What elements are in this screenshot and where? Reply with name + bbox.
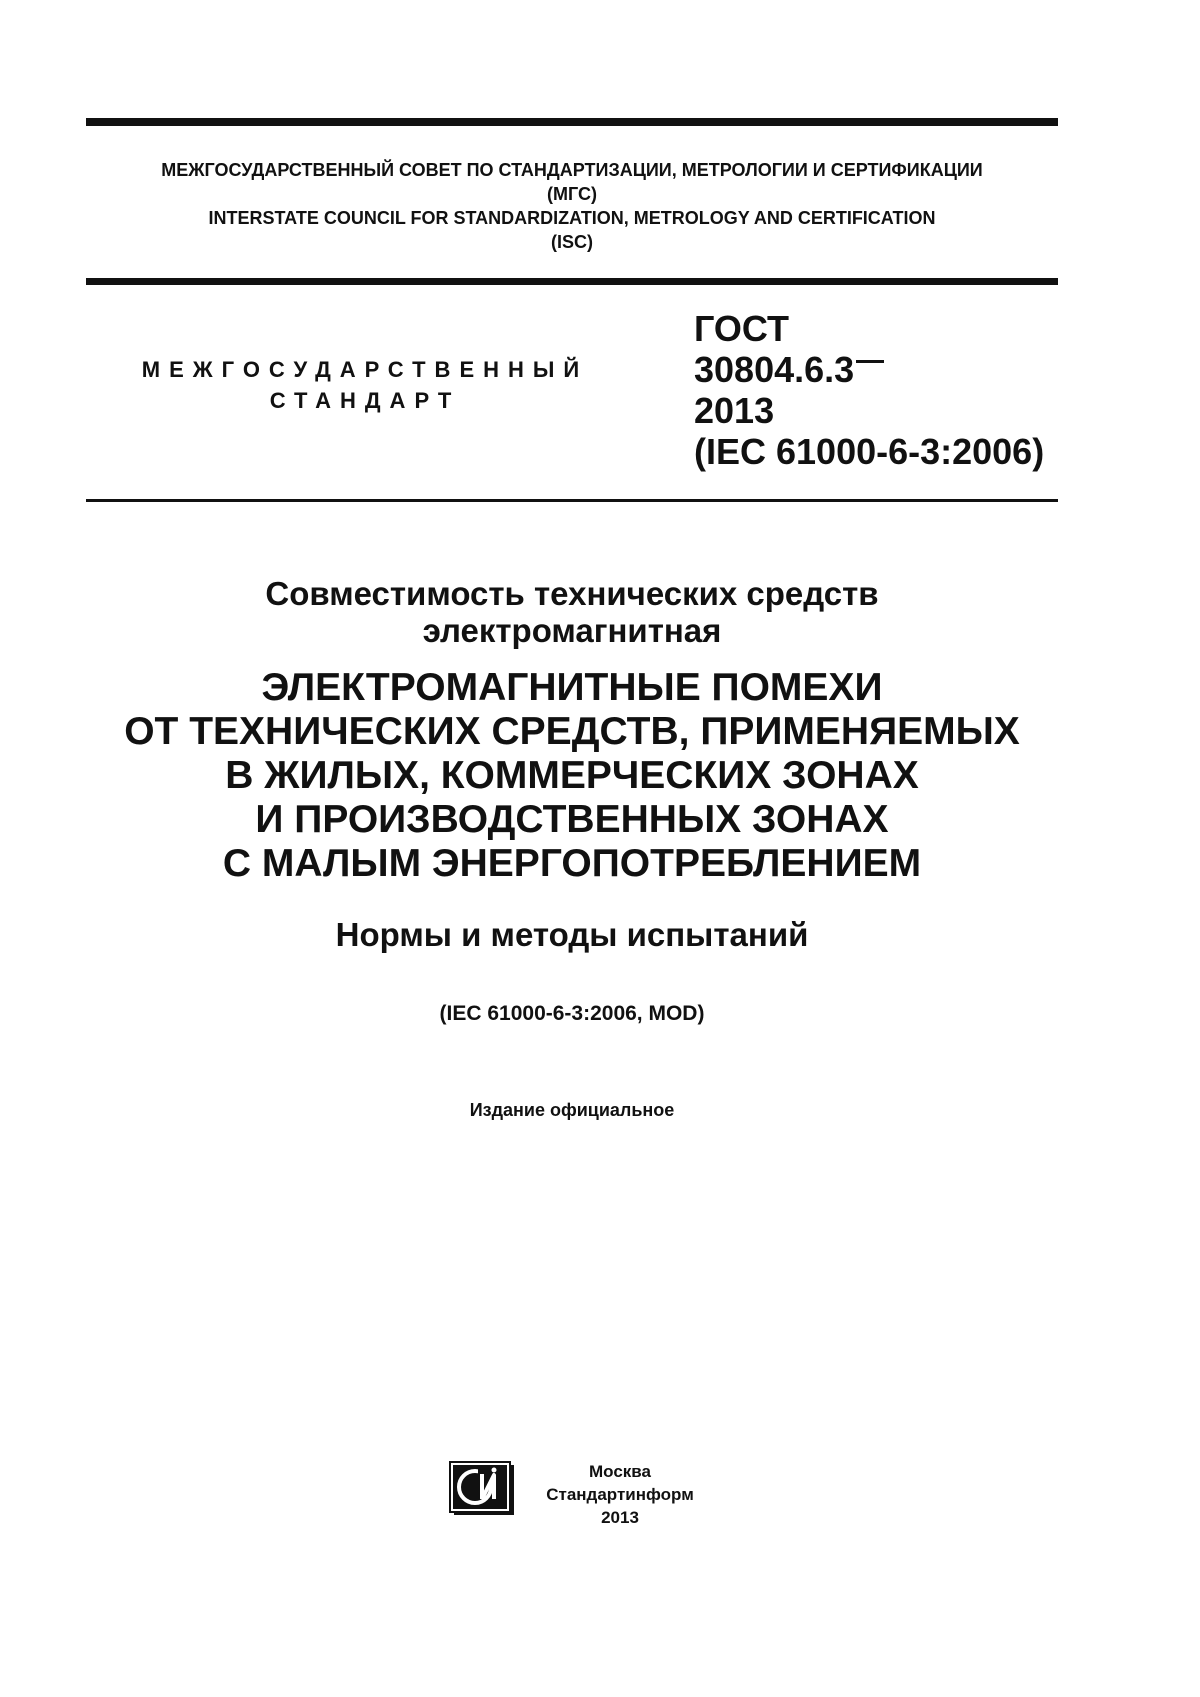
- standard-type-line1: МЕЖГОСУДАРСТВЕННЫЙ: [141, 357, 589, 382]
- publisher-block: [535, 1460, 705, 1529]
- lower-rule: [86, 499, 1058, 502]
- council-ru-name: МЕЖГОСУДАРСТВЕННЫЙ СОВЕТ ПО СТАНДАРТИЗАЦИИ, МЕТРОЛОГИИ И СЕРТИФИКАЦИИ: [161, 160, 983, 180]
- title-main-line: И ПРОИЗВОДСТВЕННЫХ ЗОНАХ: [255, 798, 889, 841]
- council-header: [86, 158, 1058, 254]
- designation-number: 30804.6.3: [694, 349, 855, 390]
- title-main: [86, 666, 1058, 886]
- publisher-year: 2013: [601, 1508, 639, 1527]
- designation-dash: [856, 360, 884, 363]
- title-main-line: В ЖИЛЫХ, КОММЕРЧЕСКИХ ЗОНАХ: [225, 754, 919, 797]
- edition-text: Издание официальное: [469, 1100, 675, 1120]
- publisher-name: Стандартинформ: [546, 1485, 694, 1504]
- middle-rule: [86, 278, 1058, 285]
- title-intro: [86, 575, 1058, 649]
- council-en-name: INTERSTATE COUNCIL FOR STANDARDIZATION, METROLOGY AND CERTIFICATION: [208, 208, 936, 228]
- standard-type-label: [130, 354, 600, 416]
- subtitle-text: Нормы и методы испытаний: [335, 916, 809, 953]
- designation-prefix: ГОСТ: [694, 308, 790, 349]
- title-intro-line1: Совместимость технических средств: [265, 575, 879, 612]
- council-ru-abbr: (МГС): [547, 184, 597, 204]
- council-en-abbr: (ISC): [551, 232, 593, 252]
- title-main-line: ОТ ТЕХНИЧЕСКИХ СРЕДСТВ, ПРИМЕНЯЕМЫХ: [124, 710, 1020, 753]
- iec-mod-text: (IEC 61000-6-3:2006, MOD): [439, 1002, 705, 1025]
- publisher-city: Москва: [589, 1462, 651, 1481]
- top-rule: [86, 118, 1058, 126]
- standartinform-logo-icon: [448, 1461, 518, 1519]
- designation-iec-ref: (IEC 61000-6-3:2006): [694, 431, 1045, 472]
- standard-type-line2: СТАНДАРТ: [269, 388, 461, 413]
- title-intro-line2: электромагнитная: [422, 612, 722, 649]
- title-subtitle: [86, 915, 1058, 955]
- title-main-line: ЭЛЕКТРОМАГНИТНЫЕ ПОМЕХИ: [261, 666, 883, 709]
- edition-label: [86, 1098, 1058, 1122]
- iec-modification: [86, 1000, 1058, 1028]
- standard-designation: [694, 308, 1054, 472]
- designation-year: 2013: [694, 390, 775, 431]
- title-main-line: С МАЛЫМ ЭНЕРГОПОТРЕБЛЕНИЕМ: [222, 842, 922, 885]
